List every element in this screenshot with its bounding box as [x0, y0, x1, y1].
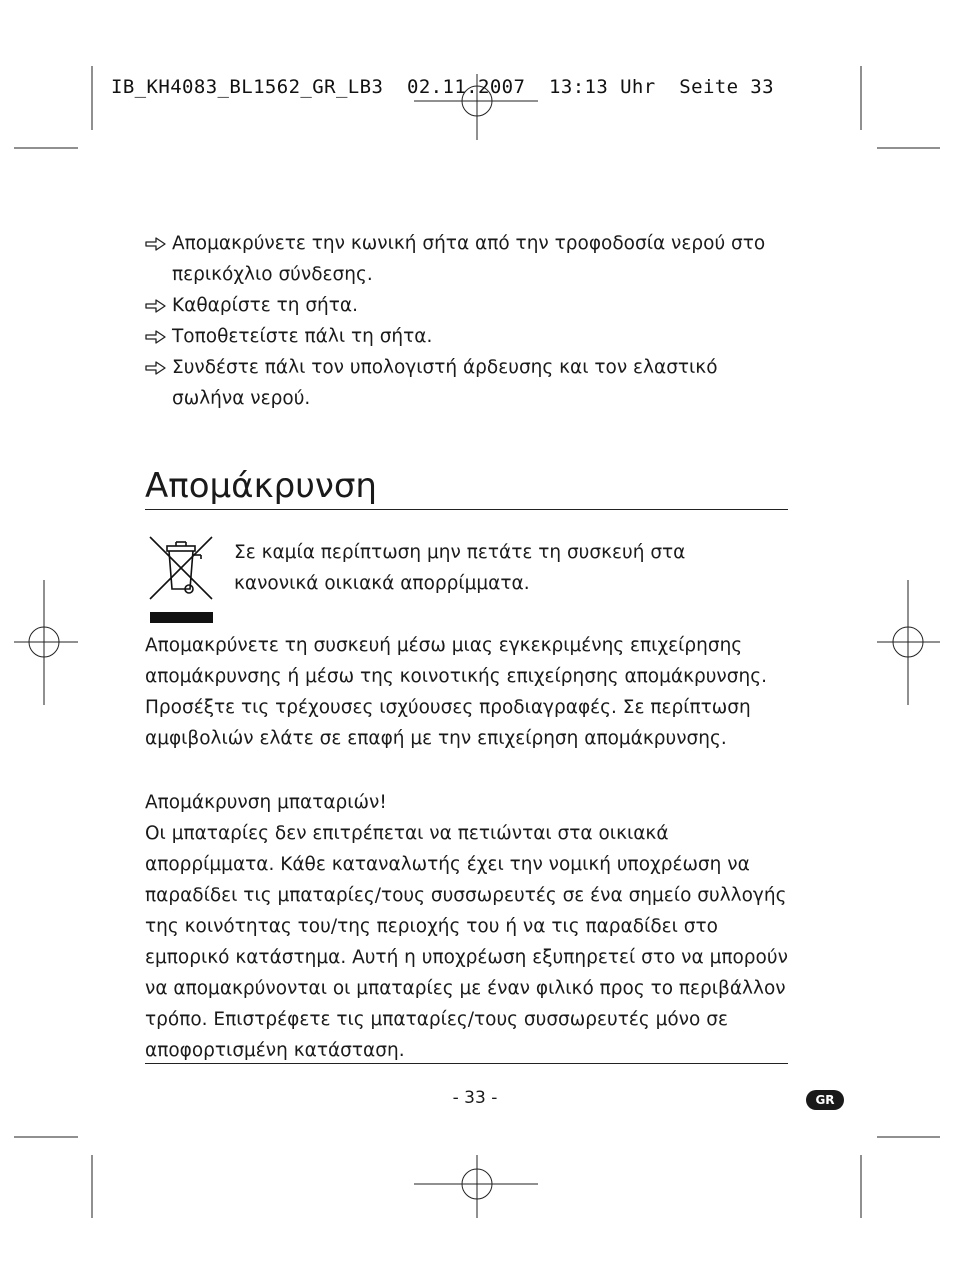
arrow-right-icon [145, 329, 167, 345]
registration-mark-right [877, 580, 940, 705]
list-item [145, 352, 795, 414]
registration-mark-left [14, 580, 78, 705]
list-item-text: Τοποθετείστε πάλι τη σήτα. [172, 326, 433, 347]
list-item-text: Απομακρύνετε την κωνική σήτα από την τροφοδοσία νερού στο περικόχλιο σύνδεσης. [172, 233, 766, 285]
page-number: - 33 - [452, 1088, 498, 1108]
list-item [145, 228, 795, 290]
arrow-right-icon [145, 298, 167, 314]
list-item-text: Καθαρίστε τη σήτα. [172, 295, 358, 316]
crossed-out-wheelie-bin-icon [148, 533, 216, 625]
footer-divider [145, 1063, 788, 1064]
instruction-list [145, 228, 795, 414]
list-item [145, 321, 795, 352]
disposal-paragraph: Απομακρύνετε τη συσκευή μέσω μιας εγκεκριμένης επιχείρησης απομάκρυνσης ή μέσω της κοινοτικής επιχείρησης απομάκρυνσης. Προσέξτε τις τρέχουσες ισχύουσες προδιαγραφές. Σε περίπτωση αμφιβολιών ελάτε σε επαφή με την επιχείρηση απομάκρυνσης. [145, 635, 767, 749]
battery-subheading: Απομάκρυνση μπαταριών! [145, 792, 387, 813]
registration-mark-bottom [414, 1155, 538, 1218]
arrow-right-icon [145, 236, 167, 252]
list-item-text: Συνδέστε πάλι τον υπολογιστή άρδευσης και τον ελαστικό σωλήνα νερού. [172, 357, 718, 409]
list-item [145, 290, 795, 321]
disposal-notice: Σε καμία περίπτωση μην πετάτε τη συσκευή στα κανονικά οικιακά απορρίμματα. [234, 542, 686, 594]
language-badge: GR [806, 1090, 844, 1110]
print-slug: IB_KH4083_BL1562_GR_LB3 02.11.2007 13:13 Uhr Seite 33 [111, 76, 774, 98]
arrow-right-icon [145, 360, 167, 376]
section-title: Απομάκρυνση [145, 466, 377, 506]
battery-paragraph: Οι μπαταρίες δεν επιτρέπεται να πετιώνται στα οικιακά απορρίμματα. Κάθε καταναλωτής έχει την νομική υποχρέωση να παραδίδει τις μπαταρίες/τους συσσωρευτές σε ένα σημείο συλλογής της κοινότητας του/της περιοχής του ή να τις παραδίδει στο εμπορικό κατάστημα. Αυτή η υποχρέωση εξυπηρετεί στο να μπορούν να απομακρύνονται οι μπαταρίες με έναν φιλικό προς το περιβάλλον τρόπο. Επιστρέφετε τις μπαταρίες/τους συσσωρευτές μόνο σε αποφορτισμένη κατάσταση. [145, 823, 788, 1061]
section-divider [145, 509, 788, 510]
